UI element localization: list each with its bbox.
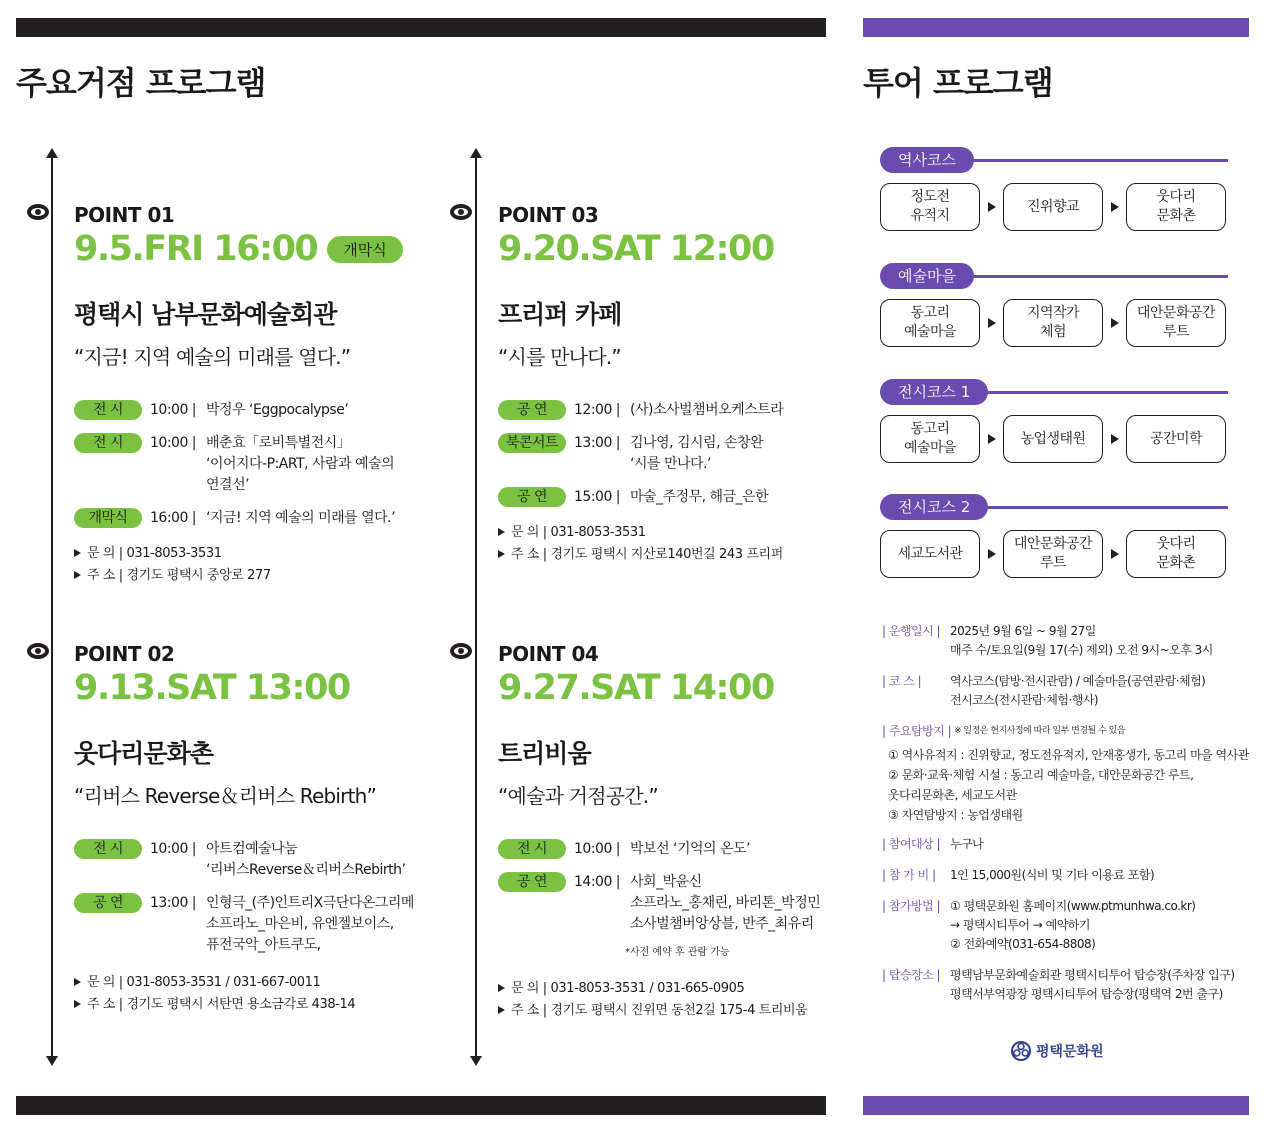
- detail-value: 누구나: [950, 837, 984, 851]
- detail-period: [882, 622, 1252, 660]
- event-tag: 전 시: [74, 839, 142, 859]
- detail-boarding: [882, 966, 1252, 1004]
- point-03-section: [498, 203, 858, 566]
- detail-visit: [882, 722, 1252, 825]
- point-quote: “리버스 Reverse＆리버스 Rebirth”: [74, 784, 377, 808]
- top-bar-right: [863, 18, 1249, 37]
- course-stop: 공간미학: [1126, 415, 1226, 463]
- bottom-bar-left: [16, 1096, 826, 1115]
- course-stop: 동고리 예술마을: [880, 415, 980, 463]
- event-time: 16:00 |: [150, 508, 196, 529]
- arrow-right-icon: [980, 434, 1003, 444]
- course-line: [970, 275, 1228, 278]
- point-label: POINT 02: [74, 642, 175, 666]
- detail-fee: [882, 866, 1252, 885]
- detail-value: 1인 15,000원(식비 및 기타 이용료 포함): [950, 868, 1155, 882]
- event-tag: 전 시: [74, 400, 142, 420]
- timeline-arrow-down-icon: [46, 1056, 58, 1066]
- course-line: [970, 391, 1228, 394]
- event-item: [498, 487, 858, 508]
- course-stop: 지역작가 체험: [1003, 299, 1103, 347]
- point-date-text: 9.13.SAT 13:00: [74, 668, 350, 708]
- tour-details: [882, 622, 1252, 1016]
- event-tag: 개막식: [74, 508, 142, 528]
- bullet-triangle-icon: [74, 1000, 81, 1008]
- event-time: 15:00 |: [574, 487, 620, 508]
- event-desc: ‘지금! 지역 예술의 미래를 열다.’: [206, 510, 396, 526]
- event-time: 10:00 |: [574, 839, 620, 860]
- address-line: [74, 565, 434, 587]
- timeline-line-left: [51, 156, 53, 1058]
- event-tag: 공 연: [498, 487, 566, 507]
- course-stop: 웃다리 문화촌: [1126, 530, 1226, 578]
- event-time: 12:00 |: [574, 400, 620, 421]
- point-venue: 웃다리문화촌: [74, 739, 213, 768]
- event-desc: 박정우 ‘Eggpocalypse’: [206, 402, 349, 418]
- detail-label: | 참 가 비 |: [882, 868, 936, 882]
- arrow-right-icon: [1103, 202, 1126, 212]
- detail-visit-head: [882, 722, 1252, 741]
- event-tag: 공 연: [74, 893, 142, 913]
- contact-text: 문 의 | 031-8053-3531: [511, 525, 646, 540]
- event-list: [498, 839, 858, 935]
- timeline-marker-icon: [27, 204, 49, 220]
- point-date: [74, 668, 434, 708]
- event-item: [74, 400, 434, 421]
- course-route: [880, 415, 1228, 463]
- point-04-section: [498, 642, 858, 1022]
- course-stop: 대안문화공간 루트: [1003, 530, 1103, 578]
- timeline-arrow-down-icon: [470, 1056, 482, 1066]
- arrow-right-icon: [1103, 549, 1126, 559]
- bullet-triangle-icon: [498, 550, 505, 558]
- course-stop: 웃다리 문화촌: [1126, 183, 1226, 231]
- detail-value: ① 평택문화원 홈페이지(www.ptmunhwa.co.kr) → 평택시티투어 → 예약하기 ② 전화예약(031-654-8808): [950, 899, 1196, 951]
- event-desc: (사)소사벌챔버오케스트라: [630, 402, 784, 418]
- event-tag: 전 시: [498, 839, 566, 859]
- point-label: POINT 01: [74, 203, 175, 227]
- course-name: 전시코스 1: [880, 379, 988, 405]
- logo-emblem-icon: [1010, 1040, 1032, 1062]
- main-program-title: 주요거점 프로그램: [16, 64, 266, 102]
- event-desc: 인형극_(주)인트리X극단다온그리메 소프라노_마은비, 유엔젤보이스, 퓨전국악_아트쿠도,: [206, 895, 414, 953]
- detail-label: | 탑승장소 |: [882, 968, 941, 982]
- detail-label: | 참가방법 |: [882, 899, 941, 913]
- event-list: [74, 839, 434, 956]
- event-tag: 북콘서트: [498, 433, 566, 453]
- event-list: [498, 400, 858, 508]
- point-date: [74, 229, 434, 269]
- point-date-text: 9.27.SAT 14:00: [498, 668, 774, 708]
- event-desc: 아트컴예술나눔 ‘리버스Reverse＆리버스Rebirth’: [206, 841, 406, 878]
- course-history: [880, 147, 1228, 231]
- bottom-bar-right: [863, 1096, 1249, 1115]
- point-venue: 평택시 남부문화예술회관: [74, 300, 337, 329]
- course-route: [880, 183, 1228, 231]
- course-header: [880, 494, 1228, 520]
- course-exhibition-1: [880, 379, 1228, 463]
- event-desc: 배춘효「로비특별전시」 ‘이어지다-P:ART, 사람과 예술의 연결선’: [206, 435, 395, 493]
- point-date-text: 9.20.SAT 12:00: [498, 229, 774, 269]
- detail-method: [882, 897, 1252, 954]
- point-quote: “예술과 거점공간.”: [498, 784, 658, 808]
- detail-target: [882, 835, 1252, 854]
- point-date: [498, 668, 858, 708]
- event-item: [74, 508, 434, 529]
- contact-line: [74, 972, 434, 994]
- contact-text: 문 의 | 031-8053-3531: [87, 546, 222, 561]
- address-text: 주 소 | 경기도 평택시 서탄면 용소금각로 438-14: [87, 997, 356, 1012]
- bullet-triangle-icon: [498, 1006, 505, 1014]
- bullet-triangle-icon: [498, 984, 505, 992]
- event-desc: 사회_박윤신 소프라노_홍채린, 바리톤_박정민 소사벌챔버앙상블, 반주_최유리: [630, 874, 821, 932]
- event-time: 10:00 |: [150, 433, 196, 454]
- timeline-line-right: [475, 156, 477, 1058]
- bullet-triangle-icon: [74, 571, 81, 579]
- timeline-marker-icon: [27, 643, 49, 659]
- point-label: POINT 04: [498, 642, 599, 666]
- opening-badge: 개막식: [327, 236, 402, 263]
- course-header: [880, 263, 1228, 289]
- point-date-text: 9.5.FRI 16:00: [74, 229, 318, 269]
- event-desc: 김나영, 김시림, 손창완 ‘시를 만나다.’: [630, 435, 764, 472]
- arrow-right-icon: [1103, 434, 1126, 444]
- contact-text: 문 의 | 031-8053-3531 / 031-665-0905: [511, 981, 745, 996]
- point-label: POINT 03: [498, 203, 599, 227]
- event-item: [498, 839, 858, 860]
- detail-course: [882, 672, 1252, 710]
- arrow-right-icon: [980, 318, 1003, 328]
- course-route: [880, 299, 1228, 347]
- address-text: 주 소 | 경기도 평택시 지산로140번길 243 프리퍼: [511, 547, 783, 562]
- course-exhibition-2: [880, 494, 1228, 578]
- detail-label: | 운행일시 |: [882, 624, 941, 638]
- logo-text: 평택문화원: [1036, 1044, 1104, 1060]
- detail-note: ※ 일정은 현지사정에 따라 일부 변경될 수 있음: [954, 726, 1126, 736]
- bullet-triangle-icon: [74, 549, 81, 557]
- course-line: [970, 506, 1228, 509]
- course-route: [880, 530, 1228, 578]
- event-time: 13:00 |: [150, 893, 196, 914]
- address-line: [498, 544, 858, 566]
- arrow-right-icon: [1103, 318, 1126, 328]
- point-02-section: [74, 642, 434, 1016]
- top-bar-left: [16, 18, 826, 37]
- course-stop: 농업생태원: [1003, 415, 1103, 463]
- tour-program-title: 투어 프로그램: [863, 64, 1053, 102]
- point-quote: “시를 만나다.”: [498, 345, 621, 369]
- course-header: [880, 147, 1228, 173]
- detail-label: | 코 스 |: [882, 674, 922, 688]
- event-tag: 전 시: [74, 433, 142, 453]
- contact-line: [74, 543, 434, 565]
- course-name: 전시코스 2: [880, 494, 988, 520]
- point-info: [74, 972, 434, 1016]
- event-tag: 공 연: [498, 400, 566, 420]
- contact-text: 문 의 | 031-8053-3531 / 031-667-0011: [87, 975, 321, 990]
- detail-label: | 참여대상 |: [882, 837, 941, 851]
- point-venue: 트리비움: [498, 739, 591, 768]
- contact-line: [498, 522, 858, 544]
- point-info: [74, 543, 434, 587]
- course-header: [880, 379, 1228, 405]
- contact-line: [498, 978, 858, 1000]
- address-text: 주 소 | 경기도 평택시 중앙로 277: [87, 568, 271, 583]
- point-venue: 프리퍼 카페: [498, 300, 622, 329]
- course-name: 역사코스: [880, 147, 974, 173]
- course-stop: 진위향교: [1003, 183, 1103, 231]
- point-info: [498, 522, 858, 566]
- event-item: [498, 400, 858, 421]
- event-item: [74, 839, 434, 881]
- address-line: [74, 994, 434, 1016]
- event-time: 10:00 |: [150, 400, 196, 421]
- address-line: [498, 1000, 858, 1022]
- course-stop: 정도전 유적지: [880, 183, 980, 231]
- event-list: [74, 400, 434, 529]
- bullet-triangle-icon: [498, 528, 505, 536]
- arrow-right-icon: [980, 549, 1003, 559]
- bullet-triangle-icon: [74, 978, 81, 986]
- event-item: [498, 872, 858, 935]
- course-stop: 동고리 예술마을: [880, 299, 980, 347]
- event-desc: 마술_주정무, 해금_은한: [630, 489, 769, 505]
- address-text: 주 소 | 경기도 평택시 진위면 동천2길 175-4 트리비움: [511, 1003, 808, 1018]
- event-desc: 박보선 ‘기억의 온도’: [630, 841, 751, 857]
- detail-value: 2025년 9월 6일 ~ 9월 27일 매주 수/토요일(9월 17(수) 제외) 오전 9시~오후 3시: [950, 624, 1213, 657]
- reservation-note: *사전 예약 후 관람 가능: [625, 947, 730, 958]
- detail-value: 역사코스(탐방·전시관람) / 예술마을(공연관람·체험) 전시코스(전시관람·체험·행사): [950, 674, 1206, 707]
- detail-visit-list: ① 역사유적지 : 진위향교, 정도전유적지, 안재홍생가, 동고리 마을 역사관 ② 문화·교육·체험 시설 : 동고리 예술마을, 대안문화공간 루트, 웃다리문화촌, 세교도서관 ③ 자연탐방지 : 농업생태원: [888, 748, 1249, 822]
- point-quote: “지금! 지역 예술의 미래를 열다.”: [74, 345, 351, 369]
- timeline-marker-icon: [450, 204, 472, 220]
- course-stop: 세교도서관: [880, 530, 980, 578]
- point-date: [498, 229, 858, 269]
- arrow-right-icon: [980, 202, 1003, 212]
- course-art-village: [880, 263, 1228, 347]
- point-info: [498, 978, 858, 1022]
- detail-label: | 주요탐방지 |: [882, 724, 952, 738]
- course-name: 예술마을: [880, 263, 974, 289]
- event-tag: 공 연: [498, 872, 566, 892]
- event-item: [74, 893, 434, 956]
- course-stop: 대안문화공간 루트: [1126, 299, 1226, 347]
- detail-value: 평택남부문화예술회관 평택시티투어 탑승장(주차장 입구) 평택서부역광장 평택시티투어 탑승장(평택역 2번 출구): [950, 968, 1235, 1001]
- timeline-marker-icon: [450, 643, 472, 659]
- course-line: [970, 159, 1228, 162]
- event-time: 10:00 |: [150, 839, 196, 860]
- event-item: [498, 433, 858, 475]
- event-time: 13:00 |: [574, 433, 620, 454]
- event-time: 14:00 |: [574, 872, 620, 893]
- point-01-section: [74, 203, 434, 587]
- organization-logo: [1010, 1040, 1104, 1062]
- event-item: [74, 433, 434, 496]
